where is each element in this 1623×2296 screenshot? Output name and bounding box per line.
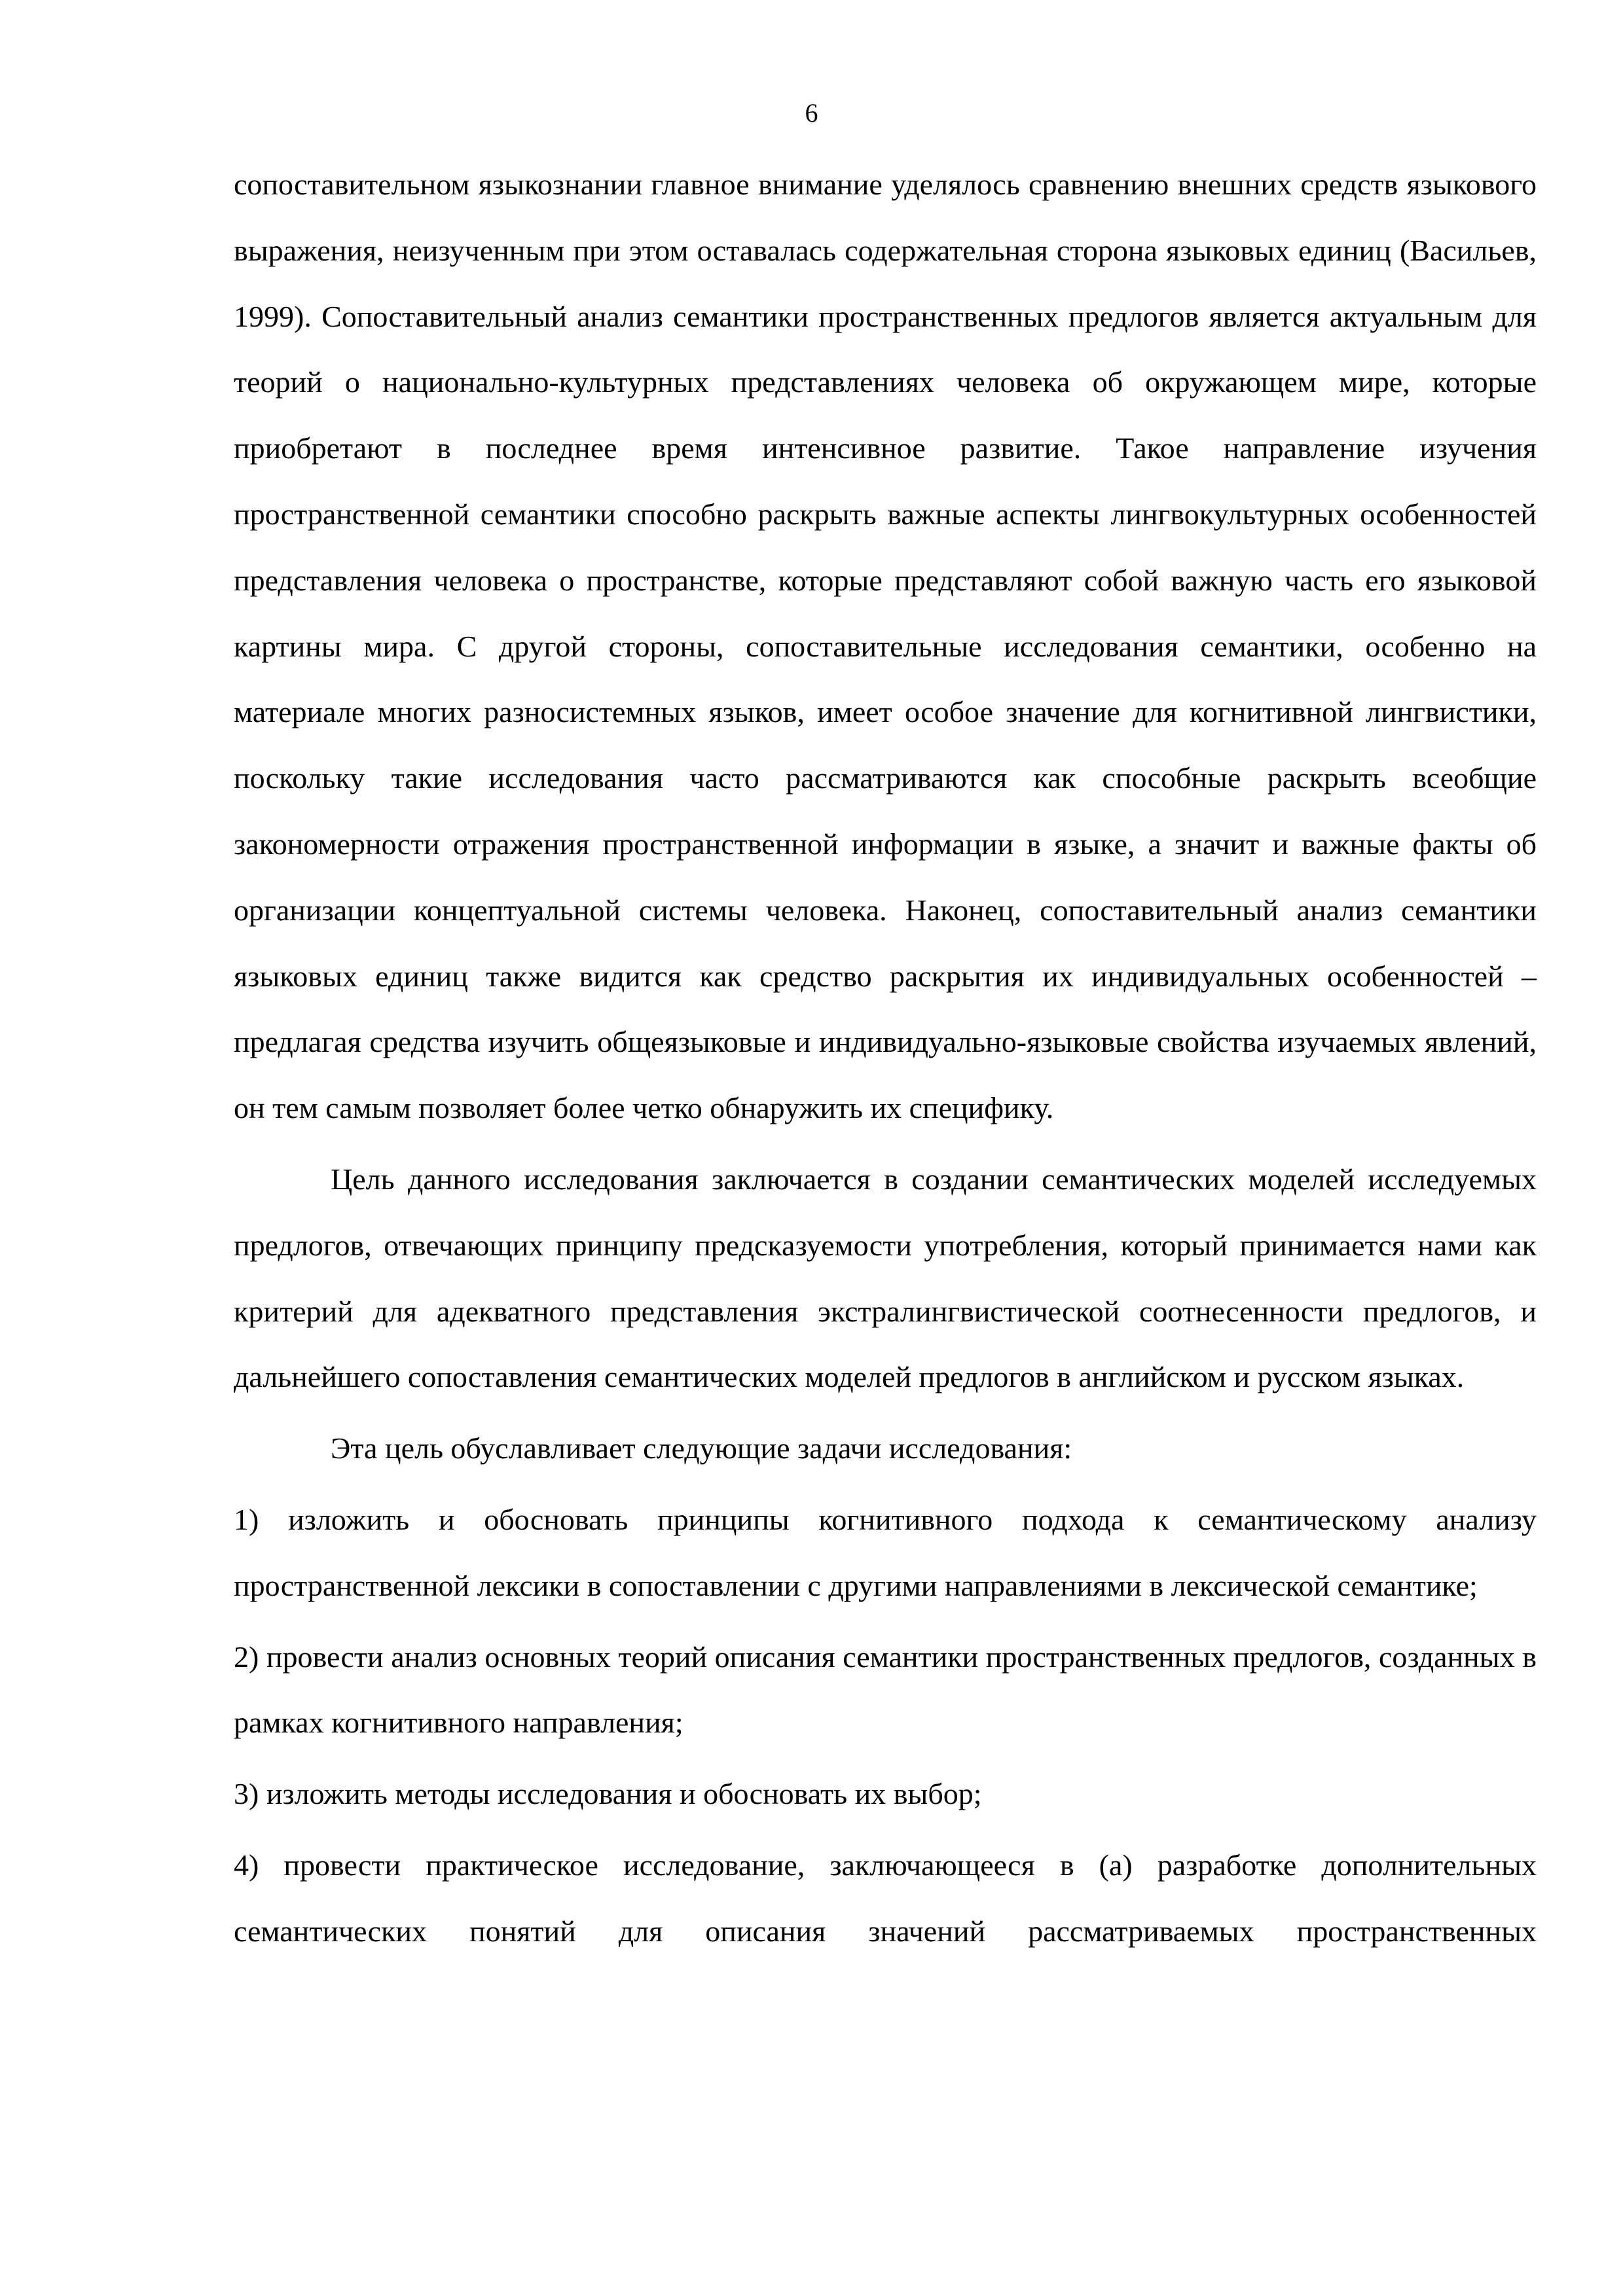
paragraph-comparative-semantics: сопоставительном языкознании главное внимание уделялось сравнению внешних средств языкового выражения, неизученным при этом оставалась содержательная сторона языковых единиц (Васильев, 1999). Сопоставительный анализ семантики пространственных предлогов является актуальным для теорий о национально-культурных представлениях человека об окружающем мире, которые приобретают в последнее время интенсивное развитие. Такое направление изучения пространственной семантики способно раскрыть важные аспекты лингвокультурных особенностей представления человека о пространстве, которые представляют собой важную часть его языковой картины мира. С другой стороны, сопоставительные исследования семантики, особенно на материале многих разносистемных языков, имеет особое значение для когнитивной лингвистики, поскольку такие исследования часто рассматриваются как способные раскрыть всеобщие закономерности отражения пространственной информации в языке, а значит и важные факты об организации концептуальной системы человека. Наконец, сопоставительный анализ семантики языковых единиц также видится как средство раскрытия их индивидуальных особенностей – предлагая средства изучить общеязыковые и индивидуально-языковые свойства изучаемых явлений, он тем самым позволяет более четко обнаружить их специфику. (234, 168, 1537, 1125)
paragraph-research-goal: Цель данного исследования заключается в создании семантических моделей исследуемых предлогов, отвечающих принципу предсказуемости употребления, который принимается нами как критерий для адекватного представления экстралингвистической соотнесенности предлогов, и дальнейшего сопоставления семантических моделей предлогов в английском и русском языках. (234, 1162, 1537, 1394)
paragraph-tasks-intro: Эта цель обуславливает следующие задачи исследования: (331, 1431, 1072, 1465)
page-number: 6 (805, 98, 818, 128)
task-item-1: 1) изложить и обосновать принципы когнитивного подхода к семантическому анализу пространственной лексики в сопоставлении с другими направлениями в лексической семантике; (234, 1502, 1537, 1602)
task-item-4: 4) провести практическое исследование, заключающееся в (а) разработке дополнительных семантических понятий для описания значений рассматриваемых пространственных (234, 1848, 1537, 1948)
page-body (234, 152, 1537, 1965)
task-item-3: 3) изложить методы исследования и обосновать их выбор; (234, 1777, 982, 1811)
task-item-2: 2) провести анализ основных теорий описания семантики пространственных предлогов, созданных в рамках когнитивного направления; (234, 1640, 1537, 1740)
